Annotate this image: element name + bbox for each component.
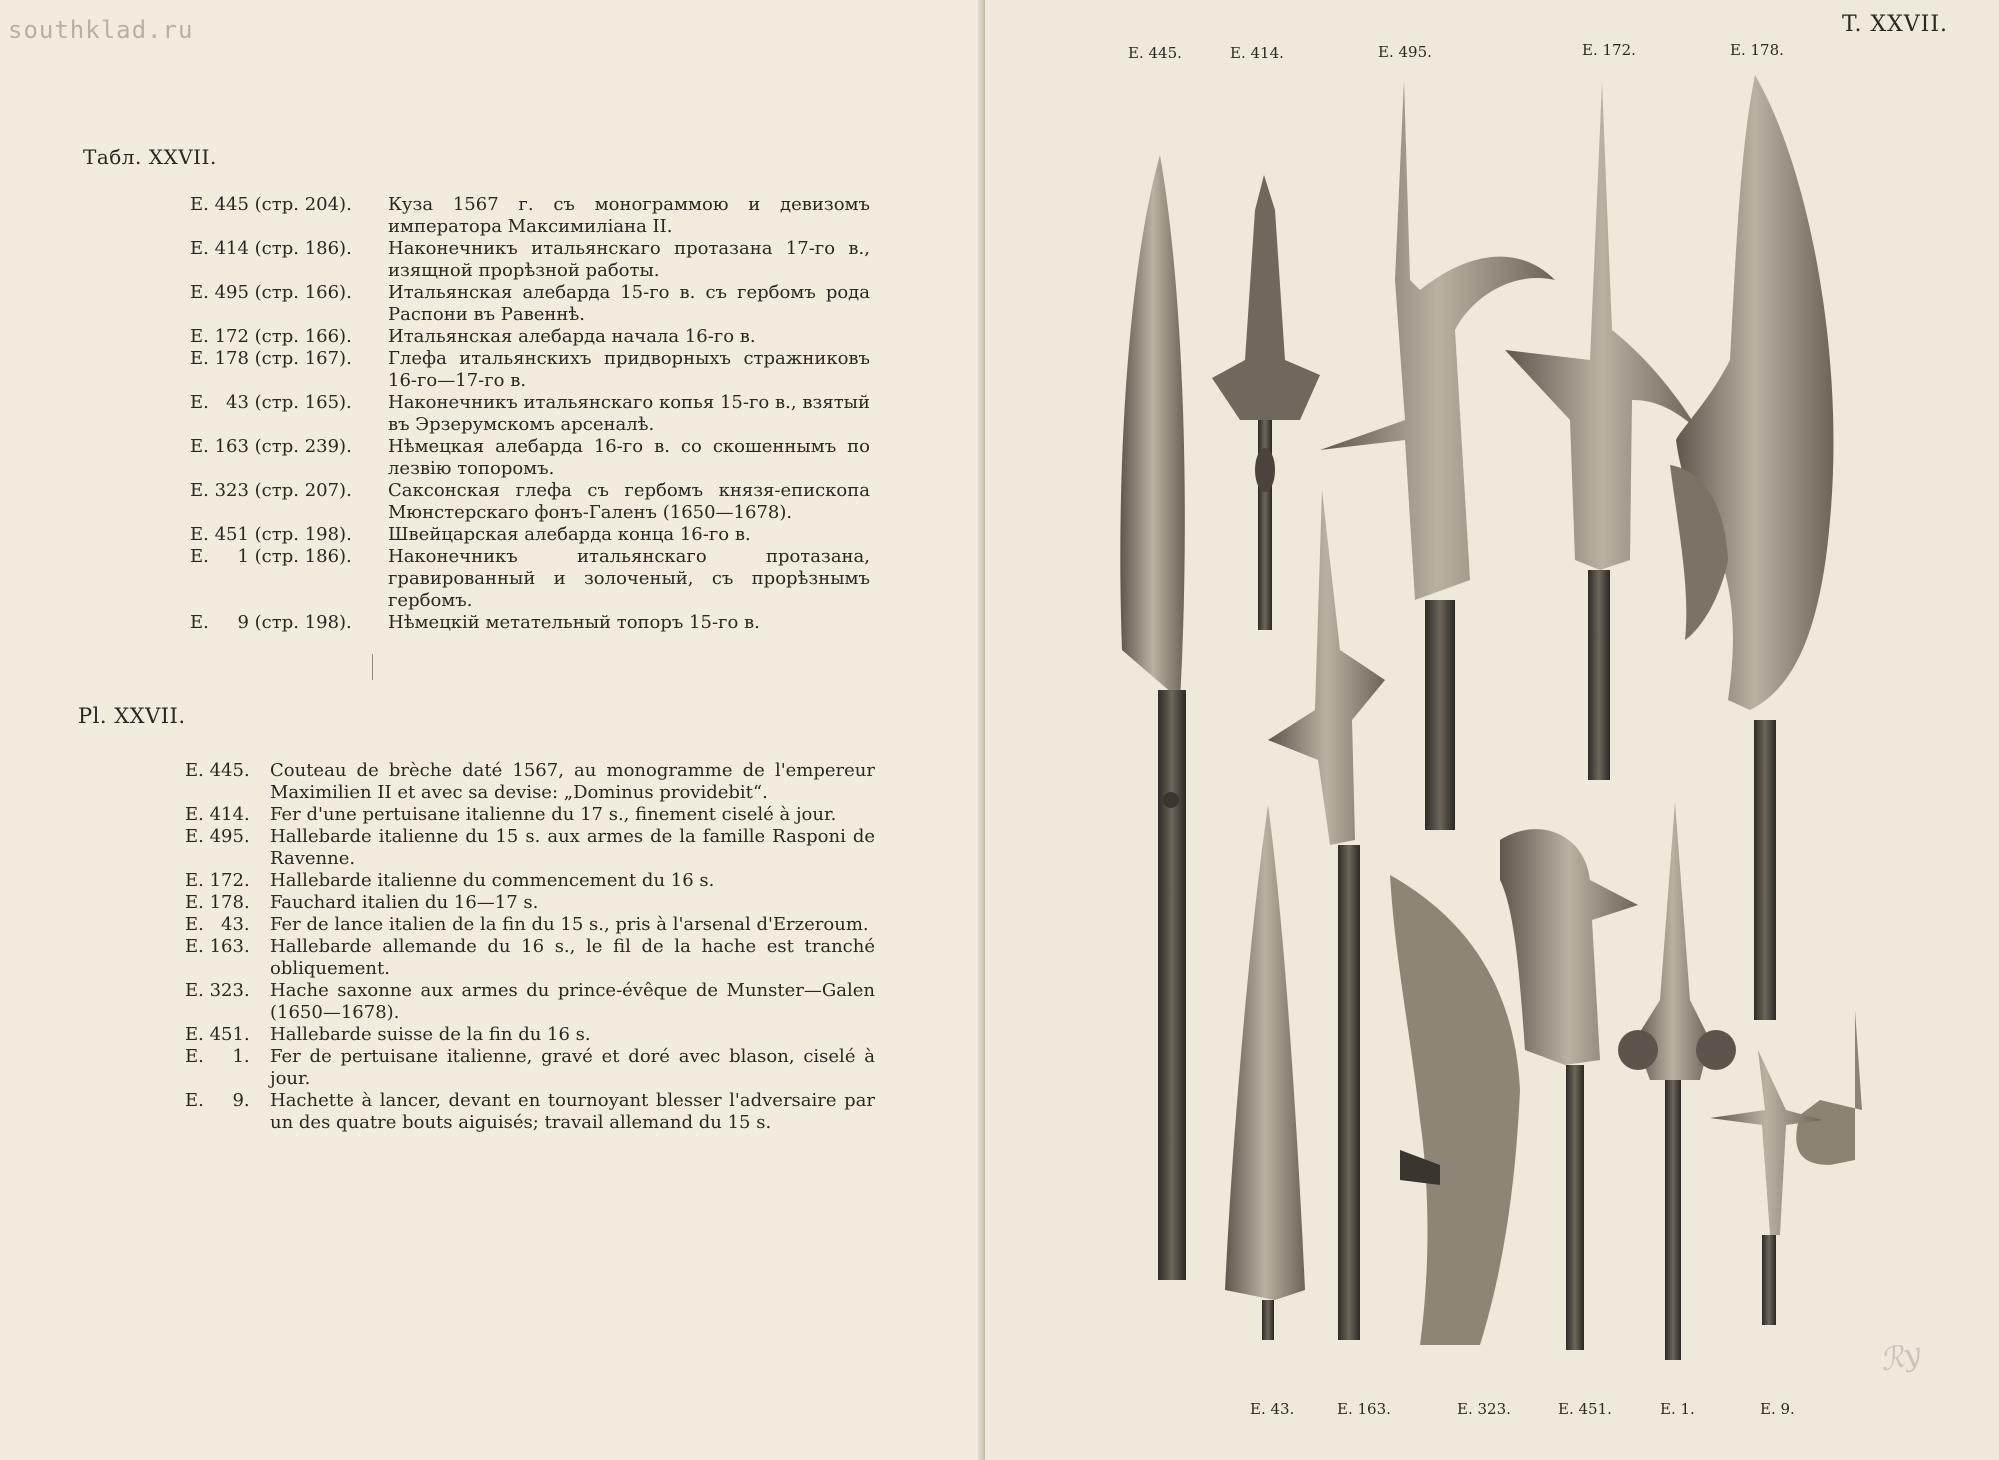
entry-ref: E. 9.	[185, 1090, 250, 1111]
handwritten-initials: ℛy	[1876, 1336, 1925, 1379]
entry-description: Hallebarde italienne du 15 s. aux armes de la famille Rasponi de Ravenne.	[270, 826, 875, 869]
entry-ref: E. 445 (стр. 204).	[190, 194, 352, 215]
entry-description: Куза 1567 г. съ монограммою и девизомъ императора Максимиліана II.	[388, 194, 870, 237]
caption-e323: E. 323.	[1457, 1400, 1511, 1418]
entry-ref: E. 178 (стр. 167).	[190, 348, 352, 369]
weapon-e43	[1225, 805, 1305, 1340]
weapon-e495	[1320, 80, 1555, 830]
entry-ref: E. 323.	[185, 980, 250, 1001]
entry-description: Hachette à lancer, devant en tournoyant blesser l'adversaire par un des quatre bouts aiguisés; travail allemand du 15 s.	[270, 1090, 875, 1133]
caption-e451: E. 451.	[1558, 1400, 1612, 1418]
weapon-e451	[1500, 829, 1638, 1350]
entry-description: Hallebarde italienne du commencement du 16 s.	[270, 870, 715, 891]
entry-description: Наконечникъ итальянскаго протазана 17-го в., изящной прорѣзной работы.	[388, 238, 870, 281]
caption-e414: E. 414.	[1230, 44, 1284, 62]
weapon-e178	[1670, 75, 1833, 1020]
entry-ref: E. 9 (стр. 198).	[190, 612, 352, 633]
entry-ref: E. 178.	[185, 892, 250, 913]
caption-e178: E. 178.	[1730, 41, 1784, 59]
watermark: southklad.ru	[8, 16, 194, 44]
caption-e43: E. 43.	[1250, 1400, 1295, 1418]
entry-ref: E. 445.	[185, 760, 250, 781]
caption-e172: E. 172.	[1582, 41, 1636, 59]
entry-description: Наконечникъ итальянскаго протазана, гравированный и золоченый, съ прорѣзнымъ гербомъ.	[388, 546, 870, 611]
weapon-e1	[1618, 802, 1736, 1360]
entry-description: Hallebarde allemande du 16 s., le fil de la hache est tranché obliquement.	[270, 936, 875, 979]
weapon-e445	[1120, 155, 1186, 1280]
entry-ref: E. 451.	[185, 1024, 250, 1045]
entry-description: Нѣмецкій метательный топоръ 15-го в.	[388, 612, 760, 633]
weapon-e323	[1390, 875, 1520, 1345]
entry-description: Couteau de brèche daté 1567, au monogramme de l'empereur Maximilien II et avec sa devise: „Dominus providebit“.	[270, 760, 875, 803]
entry-description: Итальянская алебарда начала 16-го в.	[388, 326, 756, 347]
entry-description: Fauchard italien du 16—17 s.	[270, 892, 539, 913]
entry-description: Fer de lance italien de la fin du 15 s., pris à l'arsenal d'Erzeroum.	[270, 914, 869, 935]
entry-ref: E. 163.	[185, 936, 250, 957]
caption-e445: E. 445.	[1128, 44, 1182, 62]
entry-description: Fer d'une pertuisane italienne du 17 s., finement ciselé à jour.	[270, 804, 837, 825]
entry-description: Наконечникъ итальянскаго копья 15-го в., взятый въ Эрзерумскомъ арсеналѣ.	[388, 392, 870, 435]
entry-description: Итальянская алебарда 15-го в. съ гербомъ рода Распони въ Равеннѣ.	[388, 282, 870, 325]
entry-description: Нѣмецкая алебарда 16-го в. со скошеннымъ по лезвію топоромъ.	[388, 436, 870, 479]
french-plate-heading: Pl. XXVII.	[78, 704, 186, 728]
entry-ref: E. 172.	[185, 870, 250, 891]
entry-ref: E. 414 (стр. 186).	[190, 238, 352, 259]
entry-ref: E. 495 (стр. 166).	[190, 282, 352, 303]
russian-table-heading: Табл. XXVII.	[83, 145, 217, 169]
entry-ref: E. 495.	[185, 826, 250, 847]
caption-e163: E. 163.	[1337, 1400, 1391, 1418]
entry-ref: E. 323 (стр. 207).	[190, 480, 352, 501]
weapon-e414	[1212, 175, 1320, 630]
entry-ref: E. 172 (стр. 166).	[190, 326, 352, 347]
caption-e9: E. 9.	[1760, 1400, 1795, 1418]
entry-description: Саксонская глефа съ гербомъ князя-епископа Мюнстерскаго фонъ-Галенъ (1650—1678).	[388, 480, 870, 523]
entry-ref: E. 414.	[185, 804, 250, 825]
entry-description: Hallebarde suisse de la fin du 16 s.	[270, 1024, 591, 1045]
entry-description: Глефа итальянскихъ придворныхъ стражниковъ 16-го—17-го в.	[388, 348, 870, 391]
entry-description: Hache saxonne aux armes du prince-évêque de Munster—Galen (1650—1678).	[270, 980, 875, 1023]
entry-ref: E. 163 (стр. 239).	[190, 436, 352, 457]
entry-description: Fer de pertuisane italienne, gravé et doré avec blason, ciselé à jour.	[270, 1046, 875, 1089]
caption-e1: E. 1.	[1660, 1400, 1695, 1418]
entry-ref: E. 43.	[185, 914, 250, 935]
entry-description: Швейцарская алебарда конца 16-го в.	[388, 524, 751, 545]
caption-e495: E. 495.	[1378, 43, 1432, 61]
entry-ref: E. 1 (стр. 186).	[190, 546, 352, 567]
weapon-e172	[1505, 82, 1698, 780]
entry-ref: E. 43 (стр. 165).	[190, 392, 352, 413]
plate-title: T. XXVII.	[1842, 12, 1949, 37]
entry-ref: E. 451 (стр. 198).	[190, 524, 352, 545]
entry-ref: E. 1.	[185, 1046, 250, 1067]
